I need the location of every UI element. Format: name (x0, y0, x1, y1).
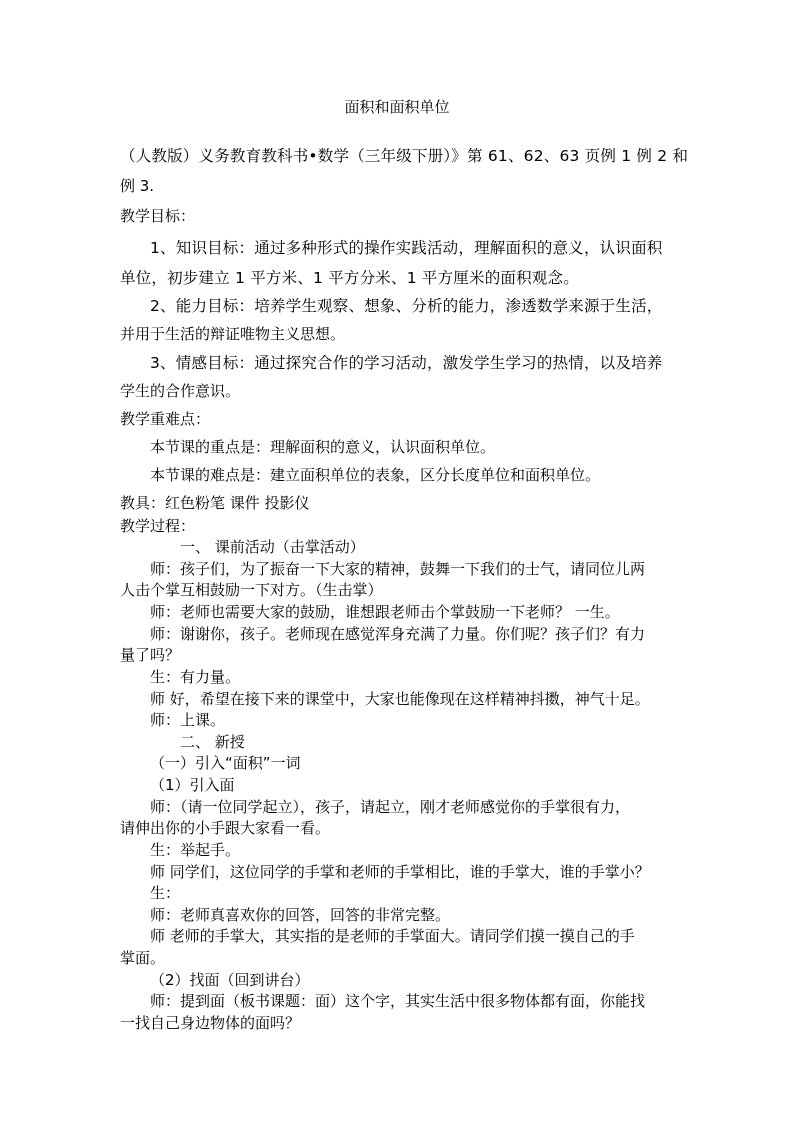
tools-line: 教具：红色粉笔 课件 投影仪 (120, 494, 310, 512)
key-point-2: 本节课的难点是：建立面积单位的表象，区分长度单位和面积单位。 (150, 466, 601, 484)
key-heading: 教学重难点： (120, 410, 211, 428)
goal-line-4: 并用于生活的辩证唯物主义思想。 (120, 325, 346, 343)
process-line-2: 师：孩子们，为了振奋一下大家的精神，鼓舞一下我们的士气，请同位儿两 (150, 560, 646, 578)
process-line-21: （2）找面（回到讲台） (150, 971, 310, 989)
process-line-11: （一）引入“面积”一词 (150, 754, 301, 772)
goal-line-3: 2、能力目标：培养学生观察、想象、分析的能力，渗透数学来源于生活， (150, 297, 663, 315)
process-line-12: （1）引入面 (150, 776, 235, 794)
goal-line-5: 3、情感目标：通过探究合作的学习活动，激发学生学习的热情，以及培养 (150, 354, 663, 372)
process-line-7: 生：有力量。 (150, 668, 241, 686)
header-line-1: （人教版）义务教育教科书•数学（三年级下册）》第 61、62、63 页例 1 例 2 和 (120, 147, 689, 165)
header-line-2: 例 3. (120, 177, 155, 195)
process-line-5: 师：谢谢你，孩子。老师现在感觉浑身充满了力量。你们呢？孩子们？有力 (150, 625, 646, 643)
process-line-14: 请伸出你的小手跟大家看一看。 (120, 819, 331, 837)
goal-line-1: 1、知识目标：通过多种形式的操作实践活动，理解面积的意义，认识面积 (150, 239, 663, 257)
key-point-1: 本节课的重点是：理解面积的意义，认识面积单位。 (150, 438, 496, 456)
process-line-8: 师 好，希望在接下来的课堂中，大家也能像现在这样精神抖擞，神气十足。 (150, 690, 650, 708)
process-line-16: 师 同学们，这位同学的手掌和老师的手掌相比，谁的手掌大，谁的手掌小？ (150, 863, 650, 881)
process-line-18: 师：老师真喜欢你的回答，回答的非常完整。 (150, 906, 451, 924)
process-line-13: 师：（请一位同学起立），孩子，请起立，刚才老师感觉你的手掌很有力， (150, 798, 631, 816)
process-line-9: 师：上课。 (150, 711, 226, 729)
process-line-19: 师 老师的手掌大，其实指的是老师的手掌面大。请同学们摸一摸自己的手 (150, 927, 635, 945)
process-line-15: 生：举起手。 (150, 841, 241, 859)
process-line-4: 师：老师也需要大家的鼓励，谁想跟老师击个掌鼓励一下老师？ 一生。 (150, 603, 620, 621)
process-line-22: 师：提到面（板书课题：面）这个字，其实生活中很多物体都有面，你能找 (150, 992, 646, 1010)
process-line-3: 人击个掌互相鼓励一下对方。（生击掌） (120, 581, 383, 599)
process-line-23: 一找自己身边物体的面吗？ (120, 1014, 301, 1032)
process-line-6: 量了吗？ (120, 646, 181, 664)
process-line-17: 生： (150, 884, 181, 902)
process-line-10: 二、 新授 (180, 733, 245, 751)
process-line-20: 掌面。 (120, 949, 166, 967)
goal-line-2: 单位，初步建立 1 平方米、1 平方分米、1 平方厘米的面积观念。 (120, 269, 579, 287)
goal-line-6: 学生的合作意识。 (120, 382, 241, 400)
doc-title: 面积和面积单位 (344, 98, 450, 116)
process-line-1: 一、 课前活动（击掌活动） (180, 538, 365, 556)
process-heading: 教学过程： (120, 517, 196, 535)
goals-heading: 教学目标： (120, 207, 196, 225)
